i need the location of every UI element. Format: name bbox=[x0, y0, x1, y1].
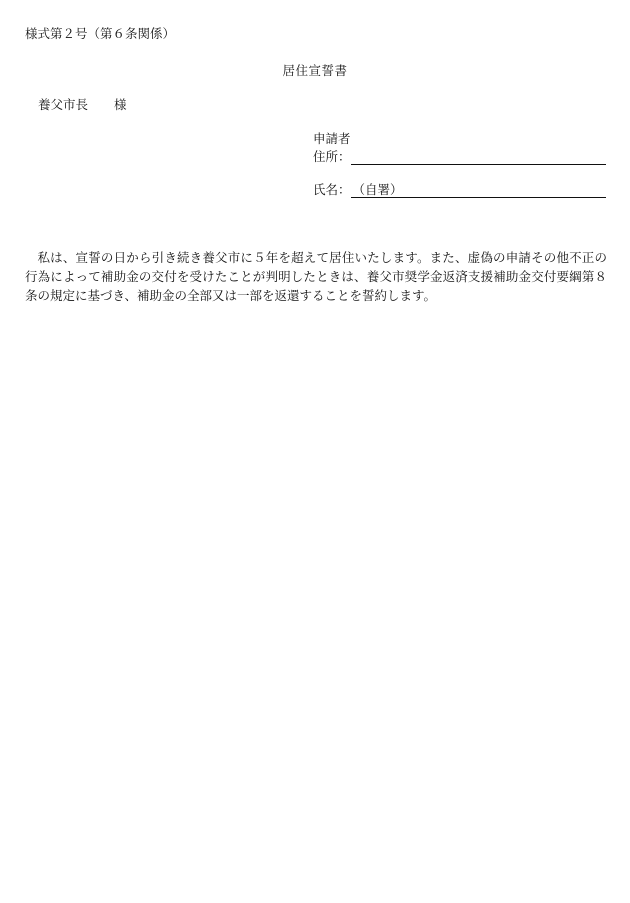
address-label: 住所： bbox=[313, 149, 351, 164]
addressee-name: 養父市長 bbox=[38, 97, 89, 112]
name-row bbox=[313, 180, 606, 198]
name-signature-field[interactable]: （自署） bbox=[351, 183, 606, 198]
name-label: 氏名： bbox=[313, 182, 351, 197]
document-title: 居住宣誓書 bbox=[282, 63, 348, 78]
form-number: 様式第２号（第６条関係） bbox=[25, 26, 176, 41]
applicant-heading: 申請者 bbox=[313, 131, 351, 146]
addressee-line bbox=[38, 95, 127, 113]
address-field[interactable] bbox=[351, 150, 606, 165]
addressee-honorific: 様 bbox=[114, 97, 127, 112]
address-row bbox=[313, 147, 606, 165]
pledge-paragraph: 私は、宣誓の日から引き続き養父市に５年を超えて居住いたします。また、虚偽の申請その他不正の行為によって補助金の交付を受けたことが判明したときは、養父市奨学金返済支援補助金交付要綱第８条の規定に基づき、補助金の全部又は一部を返還することを誓約します。 bbox=[25, 250, 607, 303]
